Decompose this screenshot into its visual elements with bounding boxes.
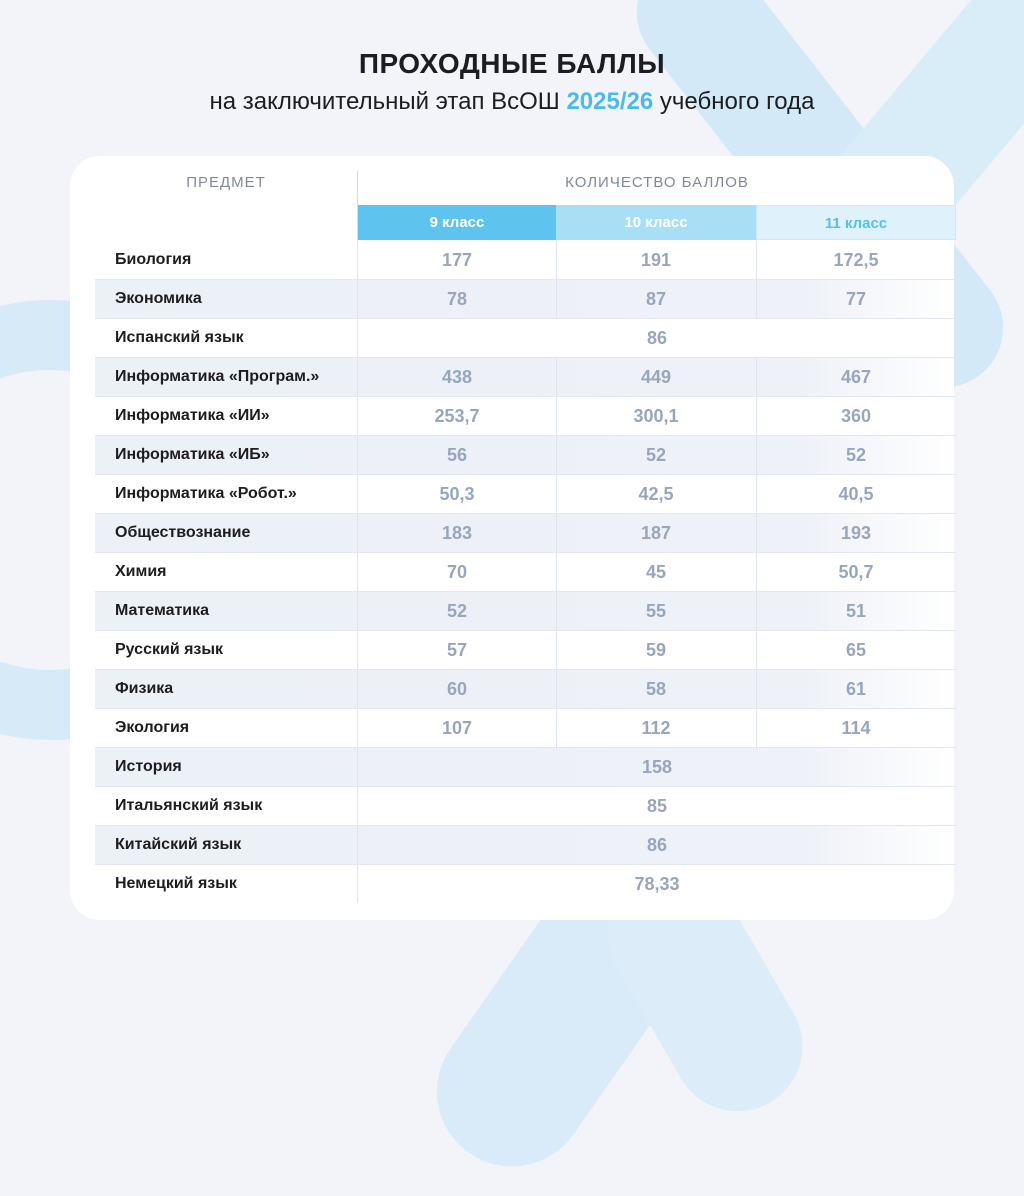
column-divider — [556, 241, 557, 279]
column-divider — [556, 280, 557, 318]
column-divider — [556, 592, 557, 630]
table-row — [95, 241, 956, 280]
grade-11-header: 11 класс — [756, 205, 956, 240]
score-grade-11: 360 — [840, 406, 872, 426]
column-divider — [556, 553, 557, 591]
column-divider — [756, 514, 757, 552]
score-grade-11: 77 — [845, 289, 867, 309]
table-row — [95, 475, 956, 514]
column-divider — [756, 553, 757, 591]
subtitle-text-end: учебного года — [659, 88, 815, 115]
table-row — [95, 436, 956, 475]
score-grade-9: 438 — [441, 367, 473, 387]
column-divider — [556, 670, 557, 708]
table-row — [95, 358, 956, 397]
table-row — [95, 709, 956, 748]
subject-name: Математика — [115, 602, 210, 619]
score-grade-9: 107 — [441, 718, 473, 738]
score-grade-11: 193 — [840, 523, 872, 543]
score-grade-11: 467 — [840, 367, 872, 387]
score-all-grades: 85 — [646, 796, 668, 816]
subject-name: Обществознание — [115, 524, 251, 541]
subtitle-text: на заключительный этап ВсОШ — [209, 88, 560, 115]
score-grade-10: 300,1 — [633, 406, 679, 426]
page-title: ПРОХОДНЫЕ БАЛЛЫ — [358, 48, 666, 79]
score-grade-10: 449 — [640, 367, 672, 387]
score-grade-9: 177 — [441, 250, 473, 270]
table-row — [95, 592, 956, 631]
subject-name: Немецкий язык — [115, 875, 237, 892]
column-divider — [756, 280, 757, 318]
score-grade-10: 112 — [641, 718, 671, 738]
subject-name: Экология — [115, 719, 190, 736]
grade-10-header: 10 класс — [556, 205, 756, 240]
column-divider — [756, 241, 757, 279]
subject-name: Информатика «ИИ» — [115, 407, 270, 424]
subject-name: Биология — [115, 251, 192, 268]
score-grade-9: 183 — [441, 523, 473, 543]
score-grade-10: 55 — [645, 601, 667, 621]
column-divider — [556, 397, 557, 435]
subject-name: Информатика «ИБ» — [115, 446, 270, 463]
score-grade-9: 60 — [446, 679, 468, 699]
column-divider — [756, 631, 757, 669]
subject-name: Итальянский язык — [115, 797, 263, 814]
score-grade-10: 52 — [645, 445, 667, 465]
score-grade-11: 172,5 — [833, 250, 879, 270]
score-all-grades: 158 — [641, 757, 673, 777]
column-divider — [756, 670, 757, 708]
score-grade-11: 114 — [841, 718, 871, 738]
score-all-grades: 86 — [646, 835, 668, 855]
score-grade-10: 59 — [645, 640, 667, 660]
column-divider — [556, 709, 557, 747]
table-row — [95, 826, 956, 865]
score-grade-9: 70 — [446, 562, 468, 582]
subject-name: История — [115, 758, 182, 775]
table-row — [95, 514, 956, 553]
table-row — [95, 865, 956, 903]
table-row — [95, 397, 956, 436]
subject-name: Информатика «Робот.» — [115, 485, 297, 502]
subject-name: Информатика «Програм.» — [115, 368, 320, 385]
score-grade-10: 58 — [645, 679, 667, 699]
subject-column-header: ПРЕДМЕТ — [186, 174, 266, 191]
page-subtitle — [0, 88, 1024, 116]
column-divider — [756, 358, 757, 396]
scores-column-header: КОЛИЧЕСТВО БАЛЛОВ — [565, 174, 749, 191]
score-grade-9: 57 — [446, 640, 468, 660]
table-row — [95, 631, 956, 670]
score-grade-10: 191 — [640, 250, 672, 270]
score-grade-11: 40,5 — [838, 484, 874, 504]
score-grade-10: 187 — [640, 523, 672, 543]
scores-table — [95, 241, 956, 903]
subject-name: Русский язык — [115, 641, 224, 658]
subject-name: Экономика — [115, 290, 202, 307]
score-grade-11: 61 — [845, 679, 867, 699]
column-divider — [556, 631, 557, 669]
score-grade-9: 253,7 — [434, 406, 480, 426]
score-grade-10: 45 — [645, 562, 667, 582]
score-all-grades: 86 — [646, 328, 668, 348]
table-row — [95, 280, 956, 319]
subtitle-year: 2025/26 — [566, 88, 654, 115]
score-all-grades: 78,33 — [634, 874, 680, 894]
table-row — [95, 787, 956, 826]
column-divider — [756, 592, 757, 630]
score-grade-9: 52 — [446, 601, 468, 621]
table-row — [95, 319, 956, 358]
column-divider — [756, 709, 757, 747]
subject-name: Химия — [115, 563, 167, 580]
subject-name: Китайский язык — [115, 836, 242, 853]
table-row — [95, 670, 956, 709]
score-grade-11: 52 — [845, 445, 867, 465]
column-divider — [556, 514, 557, 552]
column-divider — [756, 436, 757, 474]
column-divider — [556, 475, 557, 513]
table-row — [95, 748, 956, 787]
score-grade-10: 87 — [645, 289, 667, 309]
table-row — [95, 553, 956, 592]
column-divider — [756, 475, 757, 513]
column-divider — [756, 397, 757, 435]
score-grade-10: 42,5 — [638, 484, 674, 504]
column-divider — [556, 358, 557, 396]
score-grade-9: 56 — [446, 445, 468, 465]
score-grade-11: 51 — [845, 601, 867, 621]
grade-9-header: 9 класс — [358, 205, 556, 240]
score-grade-11: 65 — [845, 640, 867, 660]
column-divider — [556, 436, 557, 474]
subject-name: Испанский язык — [115, 329, 244, 346]
score-grade-9: 50,3 — [439, 484, 475, 504]
subject-name: Физика — [115, 680, 174, 697]
score-grade-11: 50,7 — [838, 562, 874, 582]
score-grade-9: 78 — [446, 289, 468, 309]
